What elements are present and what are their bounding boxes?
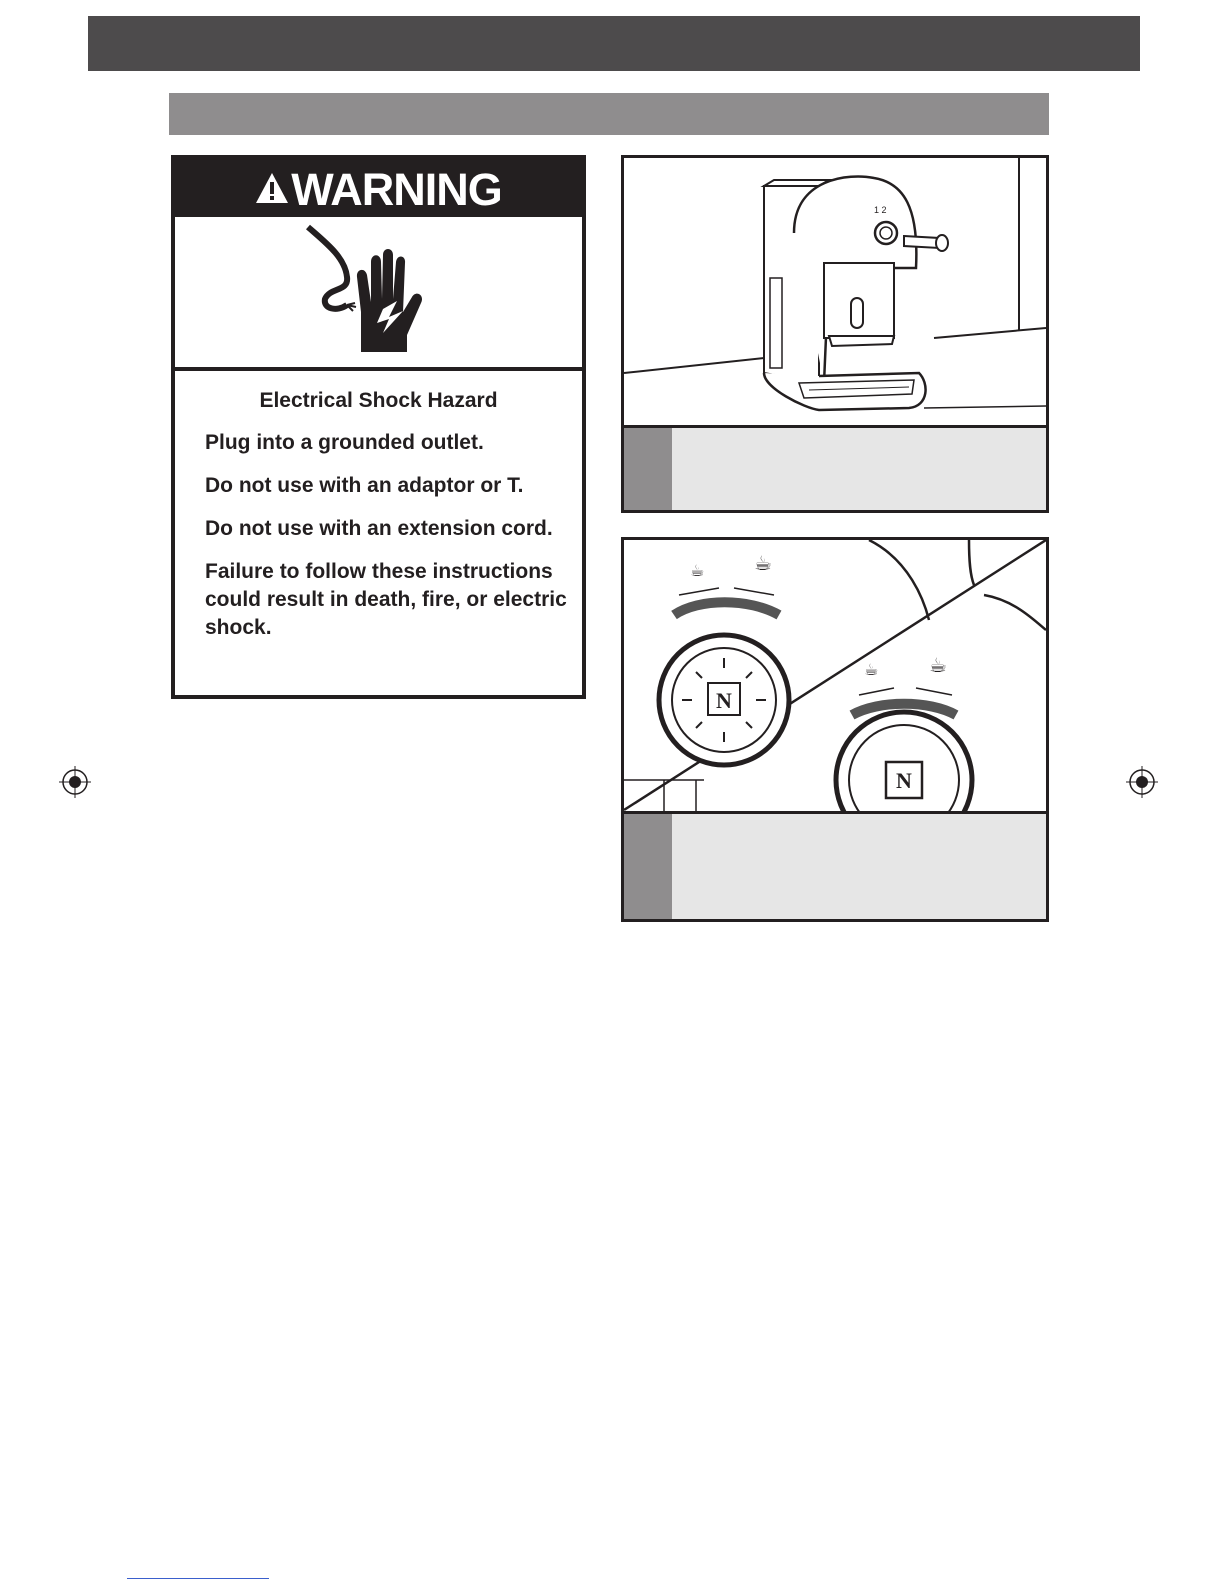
figure-2-caption [624,811,1046,919]
crosshair-registration-icon [59,766,91,798]
top-header-bar [88,16,1140,71]
figure-step-2 [621,537,1049,922]
svg-text:☕: ☕ [864,660,879,679]
instruction-line: Plug into a grounded outlet. [205,431,484,454]
espresso-machine-illustration [624,158,1046,428]
alert-triangle-icon [255,158,289,220]
svg-text:☕: ☕ [690,561,705,580]
instruction-line: Do not use with an extension cord. [205,517,553,540]
warning-title-text: WARNING [291,164,502,215]
svg-text:☕: ☕ [929,653,947,677]
svg-text:N: N [896,768,912,793]
svg-text:1 2: 1 2 [874,205,887,215]
instruction-line: Do not use with an adaptor or T. [205,474,524,497]
step-number-tab [624,814,672,919]
shock-pictogram-area [175,217,582,371]
svg-text:☕: ☕ [754,551,772,575]
svg-text:N: N [716,688,732,713]
capsule-dial-illustration [624,540,1046,817]
electric-shock-hand-icon [175,217,582,367]
instruction-line: Failure to follow these instructions could result in death, fire, or electric shock. [205,560,567,639]
figure-1-caption [624,425,1046,510]
warning-header [175,159,582,217]
section-header-bar [169,93,1049,135]
footer-rule [127,1578,269,1579]
hazard-instructions [205,429,575,657]
figure-step-1 [621,155,1049,513]
warning-title [175,159,582,221]
step-number-tab [624,428,672,510]
hazard-title: Electrical Shock Hazard [259,389,498,412]
warning-label [171,155,586,699]
crosshair-registration-icon [1126,766,1158,798]
